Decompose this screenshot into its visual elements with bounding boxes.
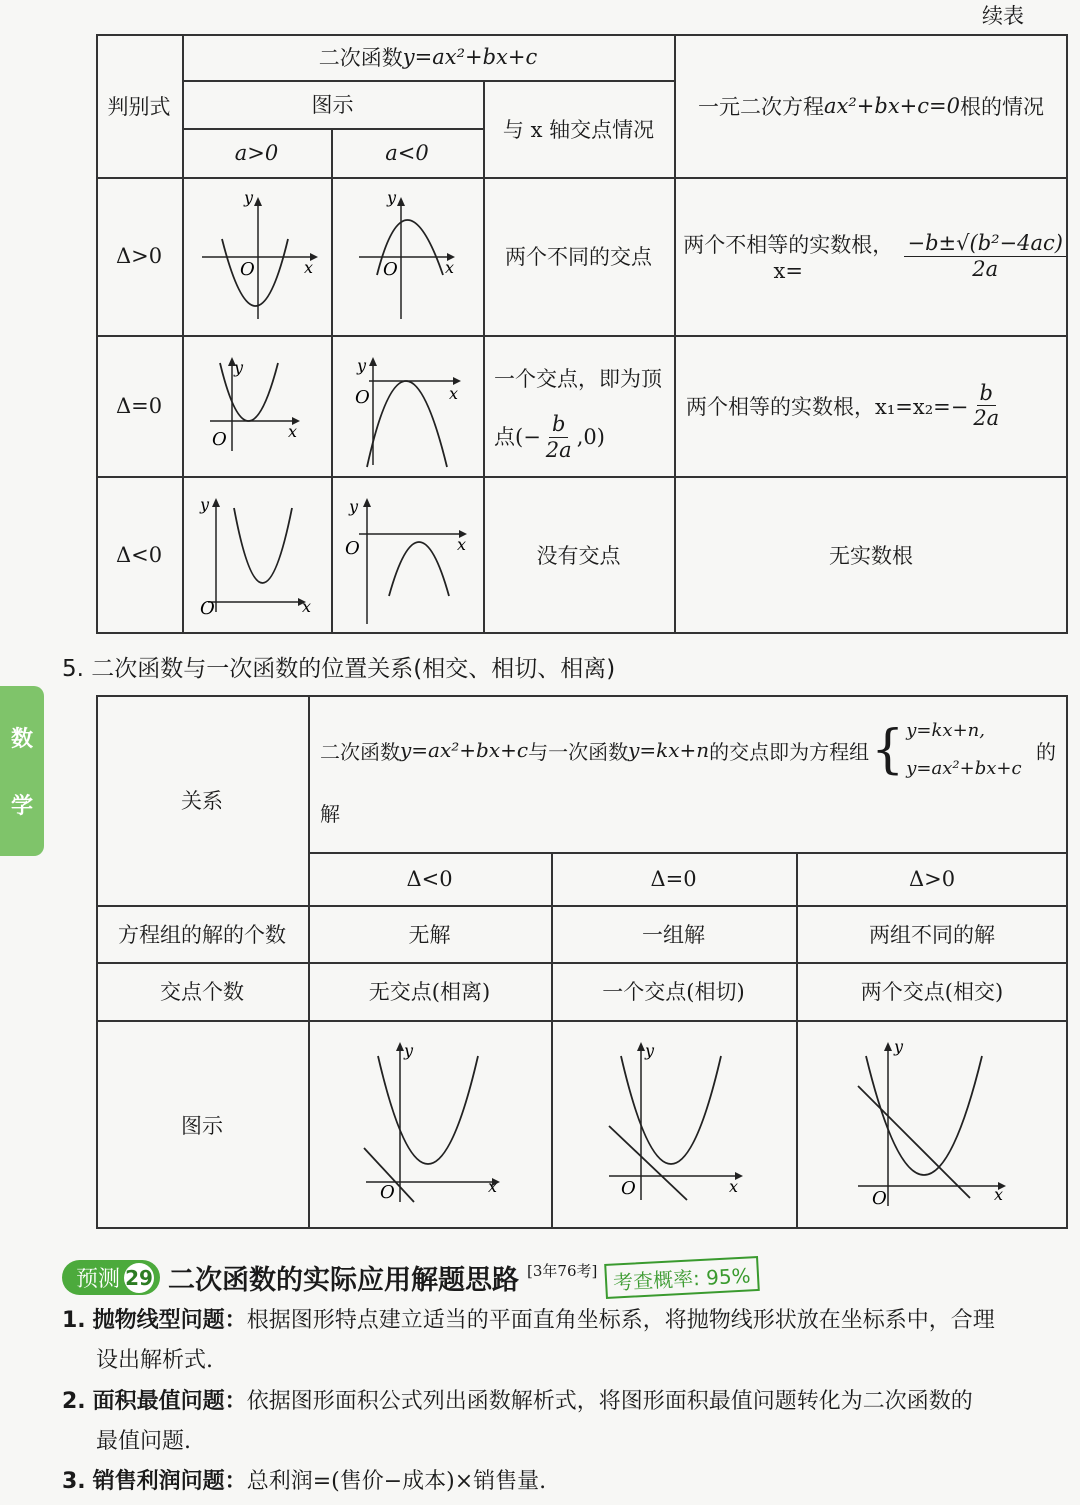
svg-text:x: x <box>488 1177 498 1196</box>
svg-text:y: y <box>404 1041 414 1060</box>
graph-two-intersections <box>798 1022 1066 1227</box>
prediction-header <box>62 1258 759 1297</box>
list-item: 2. 面积最值问题：依据图形面积公式列出函数解析式，将图形面积最值问题转化为二次函数的 最值问题. <box>62 1389 973 1454</box>
svg-text:y: y <box>894 1037 904 1056</box>
roots-header: 一元二次方程 ax²+bx+c=0 根的情况 <box>698 93 1044 119</box>
graph-a-pos-delta-neg <box>184 478 330 633</box>
svg-text:y: y <box>645 1041 655 1060</box>
intersections-cell: 两个交点(相交) <box>860 980 1004 1004</box>
graph-a-neg-delta-pos <box>333 179 482 334</box>
list-item: 3. 销售利润问题：总利润=(售价−成本)×销售量. <box>62 1469 547 1494</box>
solutions-cell: 无解 <box>408 922 451 947</box>
svg-text:y: y <box>234 358 244 377</box>
continued-label: 续表 <box>982 4 1024 28</box>
svg-text:x: x <box>457 535 467 554</box>
svg-text:x: x <box>449 384 459 403</box>
roots-cell: 两个不相等的实数根，x= $\frac{\text{−b±√(b²−4ac)}}{2a}$ <box>674 177 1068 335</box>
list-item: 1. 抛物线型问题：根据图形特点建立适当的平面直角坐标系，将抛物线形状放在坐标系中，合理 设出解析式. <box>62 1308 995 1373</box>
delta-cell: Δ<0 <box>115 543 163 567</box>
svg-text:x: x <box>304 258 314 277</box>
intersection-cell: 没有交点 <box>536 544 621 568</box>
graph-a-pos-delta-zero <box>184 337 330 475</box>
relation-label: 关系 <box>181 789 223 813</box>
a-negative-header: a<0 <box>385 140 429 165</box>
svg-text:y: y <box>357 356 367 375</box>
a-positive-header: a>0 <box>234 140 279 165</box>
diagram-label: 图示 <box>181 1113 223 1138</box>
svg-text:O: O <box>383 259 398 280</box>
prediction-badge: 预测 29 <box>62 1260 160 1295</box>
x-axis-intersection-header: 与 x 轴交点情况 <box>502 117 655 142</box>
svg-text:O: O <box>345 538 360 559</box>
delta-cell: Δ>0 <box>115 244 163 268</box>
graph-tangent <box>553 1022 795 1227</box>
svg-text:x: x <box>994 1185 1004 1204</box>
svg-text:y: y <box>387 188 397 207</box>
diagram-header: 图示 <box>311 93 354 117</box>
svg-text:x: x <box>729 1177 739 1196</box>
intersections-cell: 一个交点(相切) <box>602 980 745 1004</box>
svg-text:y: y <box>244 188 254 207</box>
svg-text:O: O <box>872 1188 887 1209</box>
graph-a-neg-delta-zero <box>333 337 482 475</box>
svg-text:y: y <box>349 497 359 516</box>
intersections-label: 交点个数 <box>160 980 244 1004</box>
solutions-cell: 一组解 <box>642 922 705 947</box>
quadratic-header: 二次函数 y=ax²+bx+c <box>318 45 538 70</box>
svg-text:O: O <box>380 1182 395 1203</box>
svg-text:O: O <box>212 429 227 450</box>
delta-cell: Δ=0 <box>115 393 163 418</box>
relation-description: 二次函数 y=ax²+bx+c 与一次函数 y=kx+n 的交点即为方程组 { y=kx+n, y=ax²+bx+c 的 解 <box>320 720 1056 826</box>
solutions-cell: 两组不同的解 <box>869 922 995 947</box>
probability-stamp: 考查概率: 95% <box>605 1256 760 1299</box>
graph-a-neg-delta-neg <box>333 478 482 633</box>
solutions-label: 方程组的解的个数 <box>118 922 286 947</box>
discriminant-header: 判别式 <box>107 94 171 119</box>
col-header: Δ>0 <box>908 866 956 891</box>
graph-no-intersection <box>310 1022 550 1227</box>
subject-tab: 数 学 <box>0 686 44 856</box>
svg-text:O: O <box>621 1178 636 1199</box>
intersection-cell: 两个不同的交点 <box>505 245 652 269</box>
graph-a-pos-delta-pos <box>184 179 330 334</box>
svg-text:x: x <box>302 597 312 616</box>
svg-text:y: y <box>200 495 210 514</box>
exam-citation: [3年76考] <box>527 1262 598 1280</box>
intersection-cell: 一个交点，即为顶 点(− $\frac{b}{2a}$ ,0) <box>494 367 662 462</box>
svg-text:O: O <box>200 598 215 619</box>
prediction-title: 二次函数的实际应用解题思路 <box>168 1265 520 1296</box>
intersections-cell: 无交点(相离) <box>368 980 491 1004</box>
col-header: Δ<0 <box>406 866 453 891</box>
svg-text:O: O <box>355 387 370 408</box>
roots-cell: 两个相等的实数根，x₁=x₂=− $\frac{b}{2a}$ <box>686 380 1000 430</box>
svg-text:x: x <box>445 258 455 277</box>
svg-text:x: x <box>288 422 298 441</box>
roots-cell: 无实数根 <box>829 544 913 568</box>
svg-text:O: O <box>240 259 255 280</box>
col-header: Δ=0 <box>650 866 697 891</box>
section-title: 5. 二次函数与一次函数的位置关系(相交、相切、相离) <box>62 656 616 682</box>
